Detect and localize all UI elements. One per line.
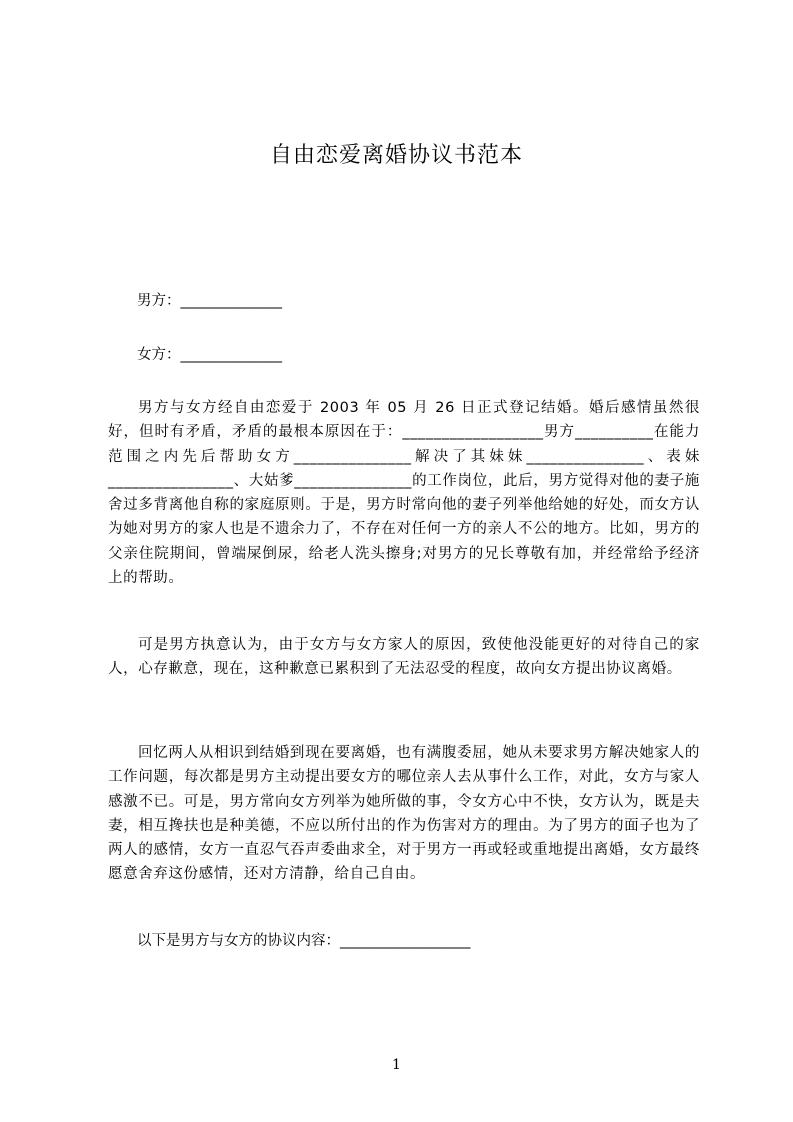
page-number: 1: [392, 1057, 401, 1073]
paragraph-divorce-reason: 可是男方执意认为，由于女方与女方家人的原因，致使他没能更好的对待自己的家人，心存歉意，现在，这种歉意已累积到了无法忍受的程度，故向女方提出协议离婚。: [108, 637, 700, 678]
wife-field: 女方：______________: [137, 347, 282, 363]
paragraph-recollection: 回忆两人从相识到结婚到现在要离婚，也有满腹委屈，她从未要求男方解决她家人的工作问题，每次都是男方主动提出要女方的哪位亲人去从事什么工作，对此，女方与家人感激不已。可是，男方常向女方列举为她所做的事，令女方心中不快，女方认为，既是夫妻，相互搀扶也是种美德，不应以所付出的作为伤害对方的理由。为了男方的面子也为了两人的感情，女方一直忍气吞声委曲求全，对于男方一再或轻或重地提出离婚，女方最终愿意舍弃这份感情，还对方清静，给自己自由。: [108, 745, 700, 883]
document-title: 自由恋爱离婚协议书范本: [269, 143, 523, 168]
agreement-intro: 以下是男方与女方的协议内容：__________________: [137, 933, 471, 949]
husband-field: 男方：______________: [137, 293, 282, 309]
paragraph-marriage-background: 男方与女方经自由恋爱于 2003 年 05 月 26 日正式登记结婚。婚后感情虽然很好，但时有矛盾，矛盾的最根本原因在于：__________________男方__________在能力范围之内先后帮助女方_______________解决了其妹妹_______________、表妹________________、大姑爹_______________的工作岗位，此后，男方觉得对他的妻子施舍过多背离他自称的家庭原则。于是，男方时常向他的妻子列举他给她的好处，而女方认为她对男方的家人也是不遗余力了，不存在对任何一方的亲人不公的地方。比如，男方的父亲住院期间，曾端屎倒尿，给老人洗头擦身;对男方的兄长尊敬有加，并经常给予经济上的帮助。: [108, 400, 700, 587]
